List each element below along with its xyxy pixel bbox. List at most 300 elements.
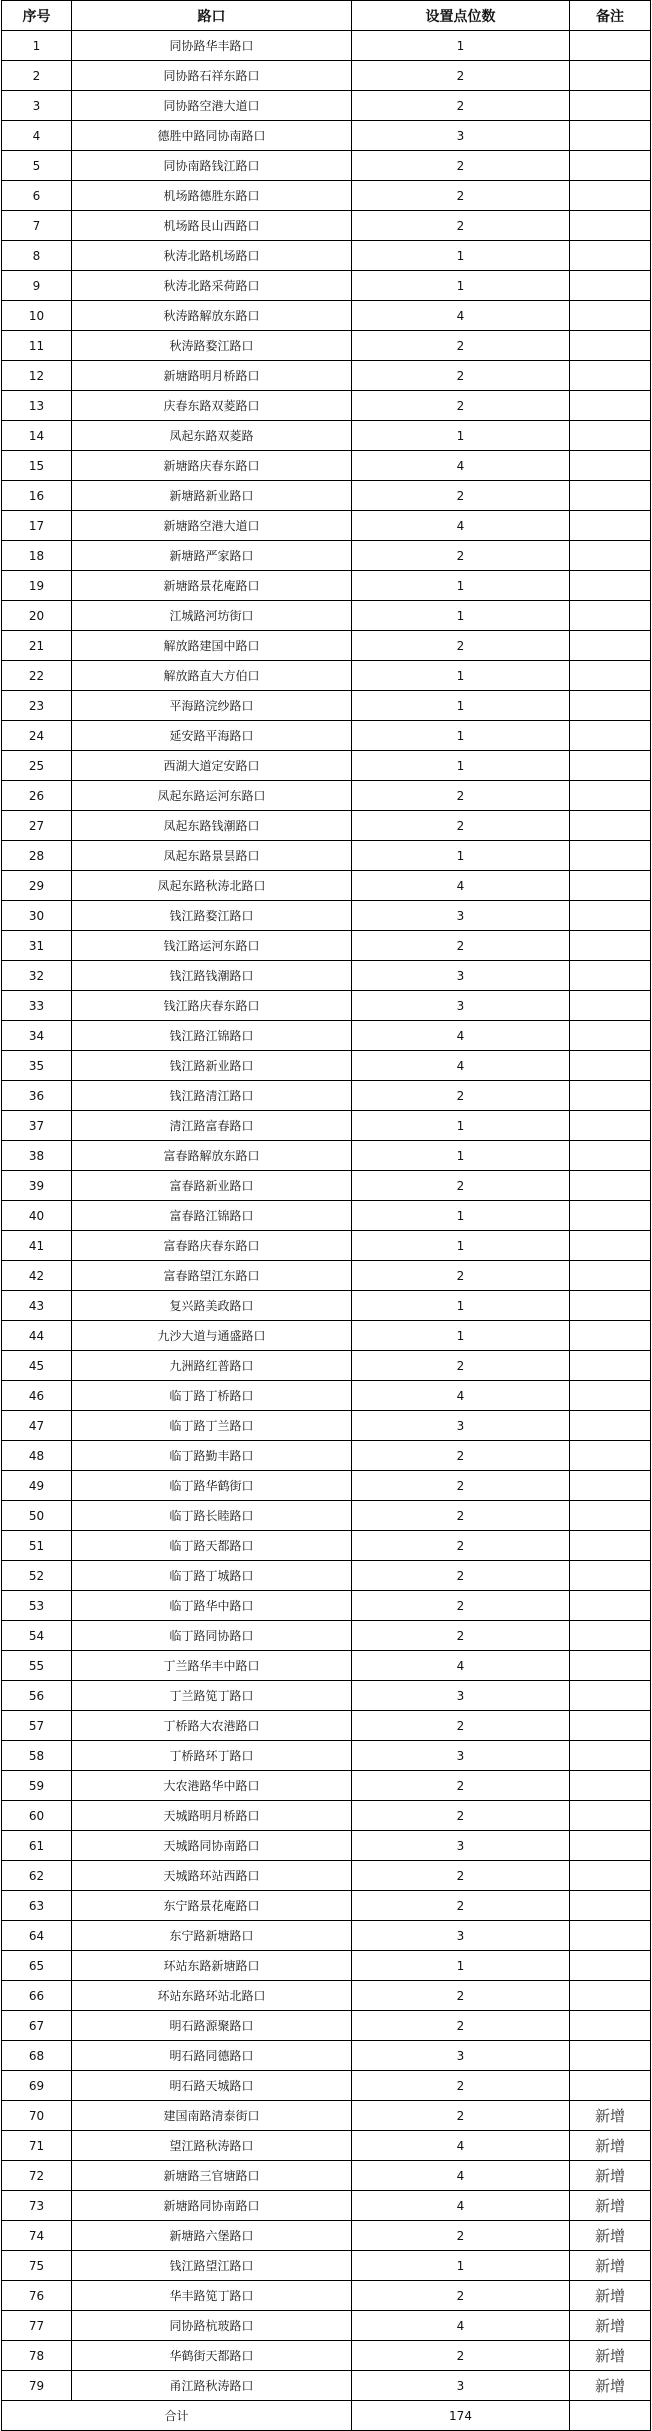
table-body	[2, 31, 651, 2401]
row-note	[570, 781, 651, 811]
table-row	[2, 1381, 651, 1411]
row-note	[570, 661, 651, 691]
row-count: 1	[352, 241, 570, 271]
row-no: 63	[2, 1891, 72, 1921]
row-count: 2	[352, 811, 570, 841]
total-label: 合计	[2, 2401, 352, 2431]
row-count: 2	[352, 2221, 570, 2251]
row-count: 3	[352, 901, 570, 931]
table-row	[2, 691, 651, 721]
row-road: 明石路源聚路口	[72, 2011, 352, 2041]
row-count: 1	[352, 1141, 570, 1171]
row-note	[570, 1021, 651, 1051]
row-note	[570, 1351, 651, 1381]
row-no: 67	[2, 2011, 72, 2041]
row-count: 2	[352, 181, 570, 211]
row-road: 新塘路六堡路口	[72, 2221, 352, 2251]
table-row	[2, 2341, 651, 2371]
row-road: 临丁路丁桥路口	[72, 1381, 352, 1411]
row-note	[570, 1921, 651, 1951]
row-note	[570, 601, 651, 631]
row-no: 8	[2, 241, 72, 271]
table-row	[2, 1531, 651, 1561]
row-count: 2	[352, 1801, 570, 1831]
table-row	[2, 1951, 651, 1981]
row-road: 新塘路严家路口	[72, 541, 352, 571]
row-road: 东宁路新塘路口	[72, 1921, 352, 1951]
row-road: 新塘路庆春东路口	[72, 451, 352, 481]
row-no: 30	[2, 901, 72, 931]
row-road: 钱江路清江路口	[72, 1081, 352, 1111]
row-count: 1	[352, 271, 570, 301]
row-count: 3	[352, 991, 570, 1021]
row-road: 九洲路红普路口	[72, 1351, 352, 1381]
row-no: 58	[2, 1741, 72, 1771]
row-no: 76	[2, 2281, 72, 2311]
row-note	[570, 391, 651, 421]
row-count: 2	[352, 1531, 570, 1561]
header-no: 序号	[2, 1, 72, 31]
table-row	[2, 241, 651, 271]
row-no: 11	[2, 331, 72, 361]
table-row	[2, 2371, 651, 2401]
row-count: 2	[352, 391, 570, 421]
row-count: 2	[352, 2281, 570, 2311]
row-note	[570, 1261, 651, 1291]
row-no: 26	[2, 781, 72, 811]
row-note	[570, 931, 651, 961]
row-road: 临丁路丁城路口	[72, 1561, 352, 1591]
table-row	[2, 1231, 651, 1261]
table-row	[2, 841, 651, 871]
row-note	[570, 331, 651, 361]
table-row	[2, 1681, 651, 1711]
table-row	[2, 151, 651, 181]
row-note	[570, 1051, 651, 1081]
row-count: 4	[352, 2131, 570, 2161]
row-no: 59	[2, 1771, 72, 1801]
table-row	[2, 2101, 651, 2131]
table-row	[2, 451, 651, 481]
row-note	[570, 1081, 651, 1111]
row-no: 66	[2, 1981, 72, 2011]
table-row	[2, 1111, 651, 1141]
row-note: 新增	[570, 2251, 651, 2281]
row-note	[570, 1321, 651, 1351]
row-no: 31	[2, 931, 72, 961]
row-no: 68	[2, 2041, 72, 2071]
table-row	[2, 2131, 651, 2161]
row-road: 机场路德胜东路口	[72, 181, 352, 211]
header-count: 设置点位数	[352, 1, 570, 31]
row-no: 9	[2, 271, 72, 301]
table-row	[2, 1051, 651, 1081]
row-count: 2	[352, 931, 570, 961]
table-row	[2, 901, 651, 931]
row-no: 6	[2, 181, 72, 211]
row-count: 1	[352, 751, 570, 781]
row-note	[570, 1861, 651, 1891]
table-row	[2, 781, 651, 811]
row-count: 2	[352, 1171, 570, 1201]
row-road: 富春路庆春东路口	[72, 1231, 352, 1261]
row-road: 临丁路天都路口	[72, 1531, 352, 1561]
row-no: 55	[2, 1651, 72, 1681]
row-road: 临丁路同协路口	[72, 1621, 352, 1651]
table-row	[2, 1321, 651, 1351]
row-road: 环站东路环站北路口	[72, 1981, 352, 2011]
row-note	[570, 1651, 651, 1681]
row-no: 20	[2, 601, 72, 631]
table-row	[2, 1621, 651, 1651]
row-no: 41	[2, 1231, 72, 1261]
row-count: 4	[352, 511, 570, 541]
row-note	[570, 1801, 651, 1831]
table-row	[2, 1471, 651, 1501]
row-note	[570, 1621, 651, 1651]
table-row	[2, 301, 651, 331]
row-count: 1	[352, 31, 570, 61]
row-no: 42	[2, 1261, 72, 1291]
row-count: 2	[352, 481, 570, 511]
table-row	[2, 571, 651, 601]
row-note	[570, 1291, 651, 1321]
row-road: 明石路天城路口	[72, 2071, 352, 2101]
row-no: 2	[2, 61, 72, 91]
row-road: 环站东路新塘路口	[72, 1951, 352, 1981]
row-road: 天城路同协南路口	[72, 1831, 352, 1861]
table-row	[2, 2191, 651, 2221]
row-count: 1	[352, 1231, 570, 1261]
row-no: 60	[2, 1801, 72, 1831]
row-note	[570, 271, 651, 301]
table-row	[2, 2281, 651, 2311]
table-row	[2, 1441, 651, 1471]
row-note	[570, 361, 651, 391]
table-row	[2, 2071, 651, 2101]
row-road: 富春路新业路口	[72, 1171, 352, 1201]
row-no: 3	[2, 91, 72, 121]
row-note	[570, 1771, 651, 1801]
row-count: 1	[352, 601, 570, 631]
row-road: 钱江路庆春东路口	[72, 991, 352, 1021]
row-note	[570, 1441, 651, 1471]
row-count: 4	[352, 451, 570, 481]
row-note	[570, 1231, 651, 1261]
row-no: 73	[2, 2191, 72, 2221]
row-road: 华鹤街天都路口	[72, 2341, 352, 2371]
row-no: 15	[2, 451, 72, 481]
row-note	[570, 61, 651, 91]
row-no: 70	[2, 2101, 72, 2131]
row-road: 秋涛北路采荷路口	[72, 271, 352, 301]
row-note	[570, 871, 651, 901]
row-road: 机场路艮山西路口	[72, 211, 352, 241]
row-note	[570, 1501, 651, 1531]
table-row	[2, 211, 651, 241]
row-note	[570, 1531, 651, 1561]
row-count: 3	[352, 1681, 570, 1711]
row-note	[570, 1741, 651, 1771]
row-note	[570, 1141, 651, 1171]
row-no: 5	[2, 151, 72, 181]
row-road: 凤起东路钱潮路口	[72, 811, 352, 841]
row-count: 3	[352, 1411, 570, 1441]
row-note	[570, 2011, 651, 2041]
row-note	[570, 31, 651, 61]
row-note	[570, 121, 651, 151]
row-no: 37	[2, 1111, 72, 1141]
row-count: 2	[352, 1771, 570, 1801]
table-row	[2, 391, 651, 421]
table-row	[2, 1501, 651, 1531]
row-count: 2	[352, 211, 570, 241]
row-road: 同协路石祥东路口	[72, 61, 352, 91]
table-row	[2, 1411, 651, 1441]
row-count: 2	[352, 1351, 570, 1381]
row-no: 72	[2, 2161, 72, 2191]
row-road: 临丁路丁兰路口	[72, 1411, 352, 1441]
row-count: 4	[352, 2191, 570, 2221]
row-no: 71	[2, 2131, 72, 2161]
row-road: 解放路建国中路口	[72, 631, 352, 661]
row-count: 2	[352, 631, 570, 661]
table-row	[2, 1561, 651, 1591]
row-count: 1	[352, 721, 570, 751]
row-no: 77	[2, 2311, 72, 2341]
table-row	[2, 331, 651, 361]
row-note	[570, 511, 651, 541]
table-row	[2, 1081, 651, 1111]
row-road: 新塘路新业路口	[72, 481, 352, 511]
row-no: 23	[2, 691, 72, 721]
row-road: 庆春东路双菱路口	[72, 391, 352, 421]
row-no: 64	[2, 1921, 72, 1951]
row-road: 明石路同德路口	[72, 2041, 352, 2071]
row-count: 1	[352, 1291, 570, 1321]
row-count: 3	[352, 2041, 570, 2071]
table-row	[2, 1021, 651, 1051]
table-row	[2, 1711, 651, 1741]
table-row	[2, 1201, 651, 1231]
row-note	[570, 211, 651, 241]
row-road: 临丁路长睦路口	[72, 1501, 352, 1531]
row-count: 2	[352, 1441, 570, 1471]
table-row	[2, 661, 651, 691]
row-road: 同协路杭玻路口	[72, 2311, 352, 2341]
row-road: 甬江路秋涛路口	[72, 2371, 352, 2401]
row-no: 1	[2, 31, 72, 61]
row-no: 56	[2, 1681, 72, 1711]
table-footer	[2, 2401, 651, 2431]
row-count: 4	[352, 1651, 570, 1681]
table-row	[2, 1591, 651, 1621]
row-no: 12	[2, 361, 72, 391]
row-count: 2	[352, 1261, 570, 1291]
row-count: 2	[352, 151, 570, 181]
row-count: 2	[352, 1891, 570, 1921]
table-row	[2, 1831, 651, 1861]
table-header	[2, 1, 651, 31]
row-road: 建国南路清泰街口	[72, 2101, 352, 2131]
table-row	[2, 121, 651, 151]
row-note	[570, 811, 651, 841]
row-road: 解放路直大方伯口	[72, 661, 352, 691]
row-road: 同协路华丰路口	[72, 31, 352, 61]
table-row	[2, 361, 651, 391]
row-road: 平海路浣纱路口	[72, 691, 352, 721]
row-no: 10	[2, 301, 72, 331]
row-count: 3	[352, 1741, 570, 1771]
header-note: 备注	[570, 1, 651, 31]
row-no: 51	[2, 1531, 72, 1561]
table-row	[2, 871, 651, 901]
table-row	[2, 601, 651, 631]
table-row	[2, 481, 651, 511]
table-row	[2, 1651, 651, 1681]
row-road: 钱江路江锦路口	[72, 1021, 352, 1051]
row-road: 丁兰路笕丁路口	[72, 1681, 352, 1711]
row-count: 1	[352, 661, 570, 691]
row-count: 1	[352, 841, 570, 871]
table-row	[2, 2251, 651, 2281]
row-note	[570, 901, 651, 931]
table-row	[2, 2221, 651, 2251]
row-no: 32	[2, 961, 72, 991]
row-road: 凤起东路景昙路口	[72, 841, 352, 871]
row-no: 78	[2, 2341, 72, 2371]
row-no: 38	[2, 1141, 72, 1171]
row-note	[570, 1171, 651, 1201]
row-note	[570, 2041, 651, 2071]
row-no: 57	[2, 1711, 72, 1741]
table-row	[2, 721, 651, 751]
row-note: 新增	[570, 2131, 651, 2161]
row-note	[570, 151, 651, 181]
row-note	[570, 2071, 651, 2101]
row-road: 九沙大道与通盛路口	[72, 1321, 352, 1351]
row-road: 望江路秋涛路口	[72, 2131, 352, 2161]
row-road: 西湖大道定安路口	[72, 751, 352, 781]
row-no: 22	[2, 661, 72, 691]
row-count: 1	[352, 1321, 570, 1351]
row-no: 61	[2, 1831, 72, 1861]
table-row	[2, 961, 651, 991]
row-no: 49	[2, 1471, 72, 1501]
row-no: 25	[2, 751, 72, 781]
row-no: 79	[2, 2371, 72, 2401]
row-note: 新增	[570, 2161, 651, 2191]
row-no: 40	[2, 1201, 72, 1231]
row-road: 丁桥路环丁路口	[72, 1741, 352, 1771]
row-note	[570, 91, 651, 121]
row-count: 4	[352, 2311, 570, 2341]
row-note	[570, 751, 651, 781]
row-no: 52	[2, 1561, 72, 1591]
row-count: 3	[352, 1921, 570, 1951]
table-row	[2, 811, 651, 841]
row-note	[570, 571, 651, 601]
row-no: 53	[2, 1591, 72, 1621]
row-note	[570, 1561, 651, 1591]
row-road: 新塘路景花庵路口	[72, 571, 352, 601]
row-no: 36	[2, 1081, 72, 1111]
row-road: 东宁路景花庵路口	[72, 1891, 352, 1921]
row-note: 新增	[570, 2341, 651, 2371]
row-count: 2	[352, 331, 570, 361]
row-no: 75	[2, 2251, 72, 2281]
row-count: 1	[352, 1201, 570, 1231]
row-road: 天城路环站西路口	[72, 1861, 352, 1891]
table-row	[2, 1801, 651, 1831]
row-count: 1	[352, 2251, 570, 2281]
row-note: 新增	[570, 2221, 651, 2251]
row-note	[570, 1591, 651, 1621]
table-row	[2, 2311, 651, 2341]
table-row	[2, 1291, 651, 1321]
row-note	[570, 1891, 651, 1921]
row-no: 28	[2, 841, 72, 871]
table-row	[2, 1171, 651, 1201]
row-count: 4	[352, 2161, 570, 2191]
row-road: 富春路望江东路口	[72, 1261, 352, 1291]
table-row	[2, 931, 651, 961]
row-no: 48	[2, 1441, 72, 1471]
row-count: 4	[352, 1381, 570, 1411]
row-no: 65	[2, 1951, 72, 1981]
row-no: 39	[2, 1171, 72, 1201]
row-count: 1	[352, 571, 570, 601]
table-row	[2, 511, 651, 541]
row-road: 德胜中路同协南路口	[72, 121, 352, 151]
row-road: 同协南路钱江路口	[72, 151, 352, 181]
row-no: 45	[2, 1351, 72, 1381]
row-count: 2	[352, 1471, 570, 1501]
row-no: 35	[2, 1051, 72, 1081]
row-note	[570, 691, 651, 721]
table-row	[2, 1741, 651, 1771]
row-count: 4	[352, 301, 570, 331]
row-no: 17	[2, 511, 72, 541]
row-note: 新增	[570, 2371, 651, 2401]
table-row	[2, 541, 651, 571]
table-row	[2, 1141, 651, 1171]
row-count: 4	[352, 1051, 570, 1081]
row-road: 新塘路同协南路口	[72, 2191, 352, 2221]
row-count: 3	[352, 121, 570, 151]
row-road: 丁桥路大农港路口	[72, 1711, 352, 1741]
row-no: 50	[2, 1501, 72, 1531]
row-road: 延安路平海路口	[72, 721, 352, 751]
row-count: 2	[352, 91, 570, 121]
row-no: 14	[2, 421, 72, 451]
table-row	[2, 2011, 651, 2041]
row-no: 27	[2, 811, 72, 841]
row-count: 1	[352, 691, 570, 721]
row-road: 华丰路笕丁路口	[72, 2281, 352, 2311]
row-note	[570, 961, 651, 991]
row-count: 2	[352, 1561, 570, 1591]
row-note	[570, 721, 651, 751]
row-count: 1	[352, 1951, 570, 1981]
total-row	[2, 2401, 651, 2431]
row-note	[570, 451, 651, 481]
row-road: 新塘路明月桥路口	[72, 361, 352, 391]
row-road: 秋涛路婺江路口	[72, 331, 352, 361]
table-row	[2, 1981, 651, 2011]
row-road: 新塘路空港大道口	[72, 511, 352, 541]
row-count: 2	[352, 2101, 570, 2131]
